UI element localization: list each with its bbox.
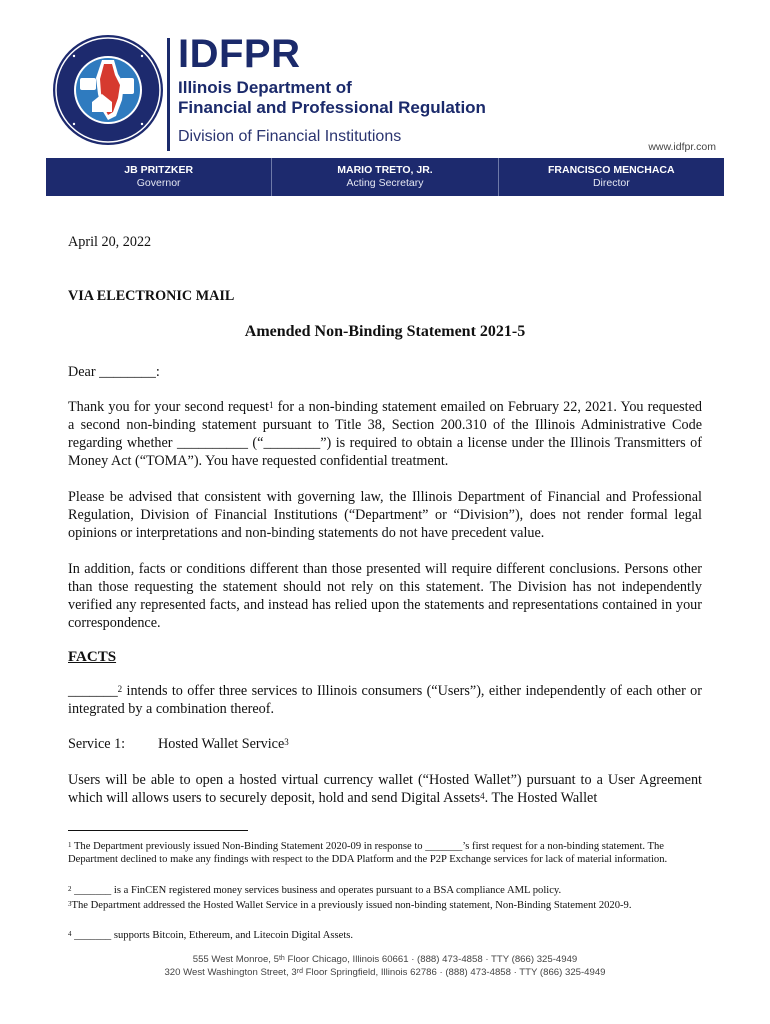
official-name: MARIO TRETO, JR.	[337, 164, 433, 176]
official-director	[499, 158, 724, 196]
footnote-number: 1	[68, 841, 72, 849]
footnote-number: 3	[68, 900, 72, 908]
service-name: Hosted Wallet Service	[158, 736, 285, 752]
facts-heading: FACTS	[68, 649, 117, 665]
footer-sup: th	[278, 955, 285, 962]
footer-sup: rd	[296, 968, 303, 975]
footnote-4	[68, 929, 704, 942]
paragraph-text: _______	[68, 683, 118, 699]
footer-address-chicago	[0, 953, 770, 966]
official-governor	[46, 158, 272, 196]
official-title: Director	[592, 177, 630, 189]
website-link[interactable]: www.idfpr.com	[648, 141, 716, 153]
paragraph-text: Users will be able to open a hosted virtual currency wallet (“Hosted Wallet”) pursuant to a User Agreement which will allows users to securely deposit, hold and send Digital Assets	[68, 772, 702, 806]
brand-title: IDFPR	[178, 32, 301, 76]
paragraph-hosted-wallet	[68, 771, 702, 807]
official-secretary	[272, 158, 498, 196]
idfpr-seal-logo	[52, 34, 164, 146]
service-heading	[68, 735, 702, 753]
paragraph-text: for a non-binding statement emailed on February 22, 2021. You requested a second non-binding statement pursuant to Title 38, Section 200.310 of the Illinois Administrative Code regarding whether __________ (“________”) is required to obtain a license under the Illinois Transmitters of Money Act (“TOMA”). You have requested confidential treatment.	[68, 399, 702, 469]
division-name: Division of Financial Institutions	[178, 128, 402, 145]
official-title: Acting Secretary	[346, 177, 424, 189]
paragraph-advisory: Please be advised that consistent with governing law, the Illinois Department of Financial and Professional Regulation, Division of Financial Institutions (“Department” or “Division”), does not render formal legal opinions or interpretations and non-binding statements do not have precedent value.	[68, 489, 702, 541]
official-name: JB PRITZKER	[124, 164, 194, 176]
footnote-ref: 3	[284, 737, 289, 747]
footnote-text: The Department previously issued Non-Binding Statement 2020-09 in response to _______’s first request for a non-binding statement. The Department declined to make any findings with respect to the DDA Platform and the P2P Exchange services for lack of material information.	[68, 841, 668, 865]
paragraph-text: Thank you for your second request	[68, 399, 269, 415]
service-label: Service 1:	[68, 736, 126, 752]
brand-line-1: Illinois Department of	[178, 78, 352, 97]
official-title: Governor	[136, 177, 181, 189]
footnote-text: _______ supports Bitcoin, Ethereum, and Litecoin Digital Assets.	[71, 930, 354, 941]
paragraph-services	[68, 682, 702, 718]
footnote-text: _______ is a FinCEN registered money services business and operates pursuant to a BSA compliance AML policy.	[71, 885, 562, 896]
footer-text: 320 West Washington Street, 3	[164, 967, 297, 978]
footer-text: Floor Chicago, Illinois 60661 · (888) 473-4858 · TTY (866) 325-4949	[284, 954, 578, 965]
paragraph-text: intends to offer three services to Illinois consumers (“Users”), either independently of each other or integrated by a combination thereof.	[68, 683, 702, 717]
delivery-method: VIA ELECTRONIC MAIL	[68, 288, 235, 304]
footer-text: Floor Springfield, Illinois 62786 · (888) 473-4858 · TTY (866) 325-4949	[302, 967, 606, 978]
footer-text: 555 West Monroe, 5	[192, 954, 279, 965]
paragraph-conditions: In addition, facts or conditions different than those presented will require different conclusions. Persons other than those requesting the statement should not rely on this statement. The Division has not independently verified any represented facts, and instead has relied upon the statements and representations contained in your correspondence.	[68, 561, 702, 631]
footnote-divider	[68, 830, 248, 831]
letter-date: April 20, 2022	[68, 234, 152, 250]
footnote-number: 4	[68, 930, 72, 938]
paragraph-text: . The Hosted Wallet	[484, 790, 598, 806]
salutation: Dear ________:	[68, 364, 160, 380]
footnote-number: 2	[68, 885, 72, 893]
footnote-text: The Department addressed the Hosted Wallet Service in a previously issued non-binding statement, Non-Binding Statement 2020-9.	[71, 900, 632, 911]
page-title: Amended Non-Binding Statement 2021-5	[244, 323, 526, 340]
footnote-3	[68, 899, 704, 912]
footnote-ref: 1	[268, 400, 274, 410]
footnote-1	[68, 840, 704, 866]
paragraph-request	[68, 398, 702, 470]
footnote-2	[68, 884, 704, 897]
footnote-ref: 2	[117, 684, 123, 694]
officials-banner	[46, 158, 724, 196]
footer-address-springfield	[0, 966, 770, 979]
official-name: FRANCISCO MENCHACA	[548, 164, 675, 176]
footnote-ref: 4	[480, 791, 485, 801]
brand-divider	[167, 38, 170, 151]
brand-line-2: Financial and Professional Regulation	[178, 98, 486, 117]
